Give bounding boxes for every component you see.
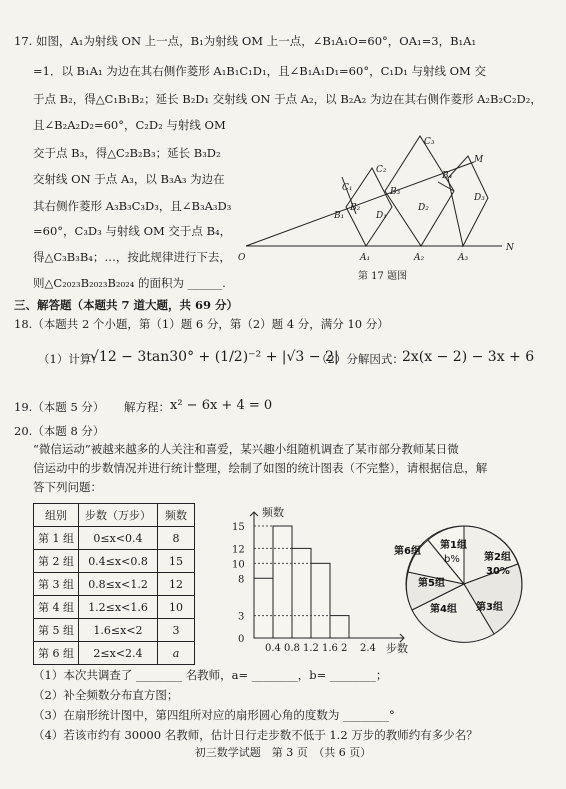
x-tick-label: 0.4 xyxy=(265,643,281,654)
table-cell: 12 xyxy=(158,573,195,596)
frequency-histogram xyxy=(226,506,416,656)
table-cell: 10 xyxy=(158,596,195,619)
table-header: 频数 xyxy=(158,504,195,527)
y-tick-label: 0 xyxy=(238,634,245,645)
table-cell: 1.6≤x<2 xyxy=(79,619,158,642)
section-3-title: 三、解答题（本题共 7 道大题，共 69 分） xyxy=(14,298,239,312)
label-c3: C₃ xyxy=(424,137,435,147)
label-b2: B₂ xyxy=(350,203,361,213)
q17-line-5: 交于点 B₃，得△C₂B₂B₃；延长 B₃D₂ xyxy=(33,146,221,160)
table-header: 步数（万步） xyxy=(79,504,158,527)
pie-label: 第1组 xyxy=(440,540,467,551)
figure-caption: 第 17 题图 xyxy=(358,271,408,282)
y-tick-label: 3 xyxy=(238,611,245,623)
table-cell: 0.8≤x<1.2 xyxy=(79,573,158,596)
q20-question-4: （4）若该市约有 30000 名教师，估计日行走步数不低于 1.2 万步的教师约有多少名？ xyxy=(33,728,478,742)
y-tick-label: 8 xyxy=(238,574,245,586)
label-d2: D₂ xyxy=(418,203,429,213)
histogram-bar xyxy=(254,578,273,638)
hist-xlabel: 步数 xyxy=(386,642,408,655)
q17-figure xyxy=(238,128,518,288)
q18-p2-expr: 2x(x − 2) − 3x + 6 xyxy=(402,349,535,365)
label-a3: A₃ xyxy=(458,253,469,263)
label-a2: A₂ xyxy=(414,253,425,263)
q18-head: 18.（本题共 2 个小题，第（1）题 6 分，第（2）题 4 分，满分 10 分） xyxy=(14,317,389,331)
pie-label: 第2组 xyxy=(484,552,511,563)
table-header: 组别 xyxy=(34,504,79,527)
table-header-row xyxy=(34,504,195,527)
q17-line-8: =60°，C₃D₃ 与射线 OM 交于点 B₄， xyxy=(33,224,232,238)
q18-p1-expr: √12 − 3tan30° + (1/2)⁻² + |√3 − 2| xyxy=(90,349,339,365)
pie-chart xyxy=(392,520,532,650)
table-row xyxy=(34,642,195,665)
y-tick-label: 12 xyxy=(232,544,245,556)
label-b1: B₁ xyxy=(334,211,345,221)
y-tick-label: 15 xyxy=(232,522,245,533)
label-a1: A₁ xyxy=(360,253,371,263)
table-cell: 第 3 组 xyxy=(34,573,79,596)
q20-intro-2: 信运动中的步数情况并进行统计整理，绘制了如图的统计图表（不完整），请根据信息，解 xyxy=(33,461,488,475)
label-c1: C₁ xyxy=(342,183,353,193)
table-cell: 第 6 组 xyxy=(34,642,79,665)
table-cell: 第 1 组 xyxy=(34,527,79,550)
hist-ylabel: 频数 xyxy=(262,506,284,519)
label-d3: D₃ xyxy=(474,193,485,203)
q19-head: 19.（本题 5 分） xyxy=(14,400,105,414)
table-row xyxy=(34,550,195,573)
pie-label: 第6组 xyxy=(394,546,421,557)
x-tick-label: 2.4 xyxy=(360,643,376,654)
page-footer: 初三数学试题 第 3 页 （共 6 页） xyxy=(194,746,372,759)
q20-head: 20.（本题 8 分） xyxy=(14,424,105,438)
histogram-bar xyxy=(311,563,330,638)
histogram-bar xyxy=(273,526,292,638)
q20-question-2: （2）补全频数分布直方图； xyxy=(33,688,179,702)
q17-line-7: 其右侧作菱形 A₃B₃C₃D₃，且∠B₃A₃D₃ xyxy=(33,199,232,213)
label-o: O xyxy=(238,253,246,263)
q20-intro-1: “微信运动”被越来越多的人关注和喜爱，某兴趣小组随机调查了某市部分教师某日微 xyxy=(33,442,459,456)
table-cell: 15 xyxy=(158,550,195,573)
frequency-table xyxy=(33,503,195,665)
table-cell: 3 xyxy=(158,619,195,642)
q17-line-10: 则△C₂₀₂₃B₂₀₂₃B₂₀₂₄ 的面积为 ______. xyxy=(33,276,226,290)
q17-line-2: =1．以 B₁A₁ 为边在其右侧作菱形 A₁B₁C₁D₁，且∠B₁A₁D₁=60°，C₁D₁ 与射线 OM 交 xyxy=(33,64,486,78)
table-cell: 0≤x<0.4 xyxy=(79,527,158,550)
q17-line-9: 得△C₃B₃B₄；…，按此规律进行下去， xyxy=(33,250,231,264)
table-cell: 2≤x<2.4 xyxy=(79,642,158,665)
label-b3: B₃ xyxy=(390,187,401,197)
pie-label: 第5组 xyxy=(418,578,445,589)
q19-text: 解方程： xyxy=(124,400,170,414)
x-tick-label: 1.2 xyxy=(303,643,319,654)
histogram-bar xyxy=(292,548,311,638)
q17-line-1: 17. 如图，A₁为射线 ON 上一点，B₁为射线 OM 上一点，∠B₁A₁O=60°，OA₁=3，B₁A₁ xyxy=(14,34,477,48)
label-c2: C₂ xyxy=(376,165,387,175)
q18-p1-label: （1）计算： xyxy=(38,352,103,366)
table-cell: 第 5 组 xyxy=(34,619,79,642)
table-row xyxy=(34,527,195,550)
table-cell: 1.2≤x<1.6 xyxy=(79,596,158,619)
histogram-bar xyxy=(330,616,349,638)
q18-p2-label: （2）分解因式： xyxy=(316,352,404,366)
label-b4: B₄ xyxy=(442,171,453,181)
q17-line-6: 交射线 ON 于点 A₃，以 B₃A₃ 为边在 xyxy=(33,172,225,186)
q20-question-3: （3）在扇形统计图中，第四组所对应的扇形圆心角的度数为 ________° xyxy=(33,708,395,722)
label-d1: D₁ xyxy=(376,211,387,221)
table-cell: 0.4≤x<0.8 xyxy=(79,550,158,573)
table-row xyxy=(34,596,195,619)
pie-label: 30% xyxy=(486,566,510,577)
x-tick-label: 0.8 xyxy=(284,643,300,654)
table-cell: 第 4 组 xyxy=(34,596,79,619)
pie-label: 第3组 xyxy=(476,602,503,613)
q20-intro-3: 答下列问题： xyxy=(33,480,102,494)
table-row xyxy=(34,619,195,642)
x-tick-label: 1.6 xyxy=(322,643,338,654)
x-tick-label: 2 xyxy=(341,643,348,654)
label-m: M xyxy=(474,155,484,165)
q19-expr: x² − 6x + 4 = 0 xyxy=(170,398,273,413)
q20-question-1: （1）本次共调查了 ________ 名教师，a= ________，b= ________； xyxy=(33,668,388,682)
pie-label: b% xyxy=(444,554,460,565)
q17-line-4: 且∠B₂A₂D₂=60°，C₂D₂ 与射线 OM xyxy=(33,118,226,132)
q17-line-3: 于点 B₂，得△C₁B₁B₂；延长 B₂D₁ 交射线 ON 于点 A₂，以 B₂A₂ 为边在其右侧作菱形 A₂B₂C₂D₂， xyxy=(33,92,542,106)
label-n: N xyxy=(506,243,514,253)
table-cell: 第 2 组 xyxy=(34,550,79,573)
y-tick-label: 10 xyxy=(232,559,245,571)
table-cell: 8 xyxy=(158,527,195,550)
pie-label: 第4组 xyxy=(430,604,457,615)
table-cell: a xyxy=(158,642,195,665)
table-row xyxy=(34,573,195,596)
